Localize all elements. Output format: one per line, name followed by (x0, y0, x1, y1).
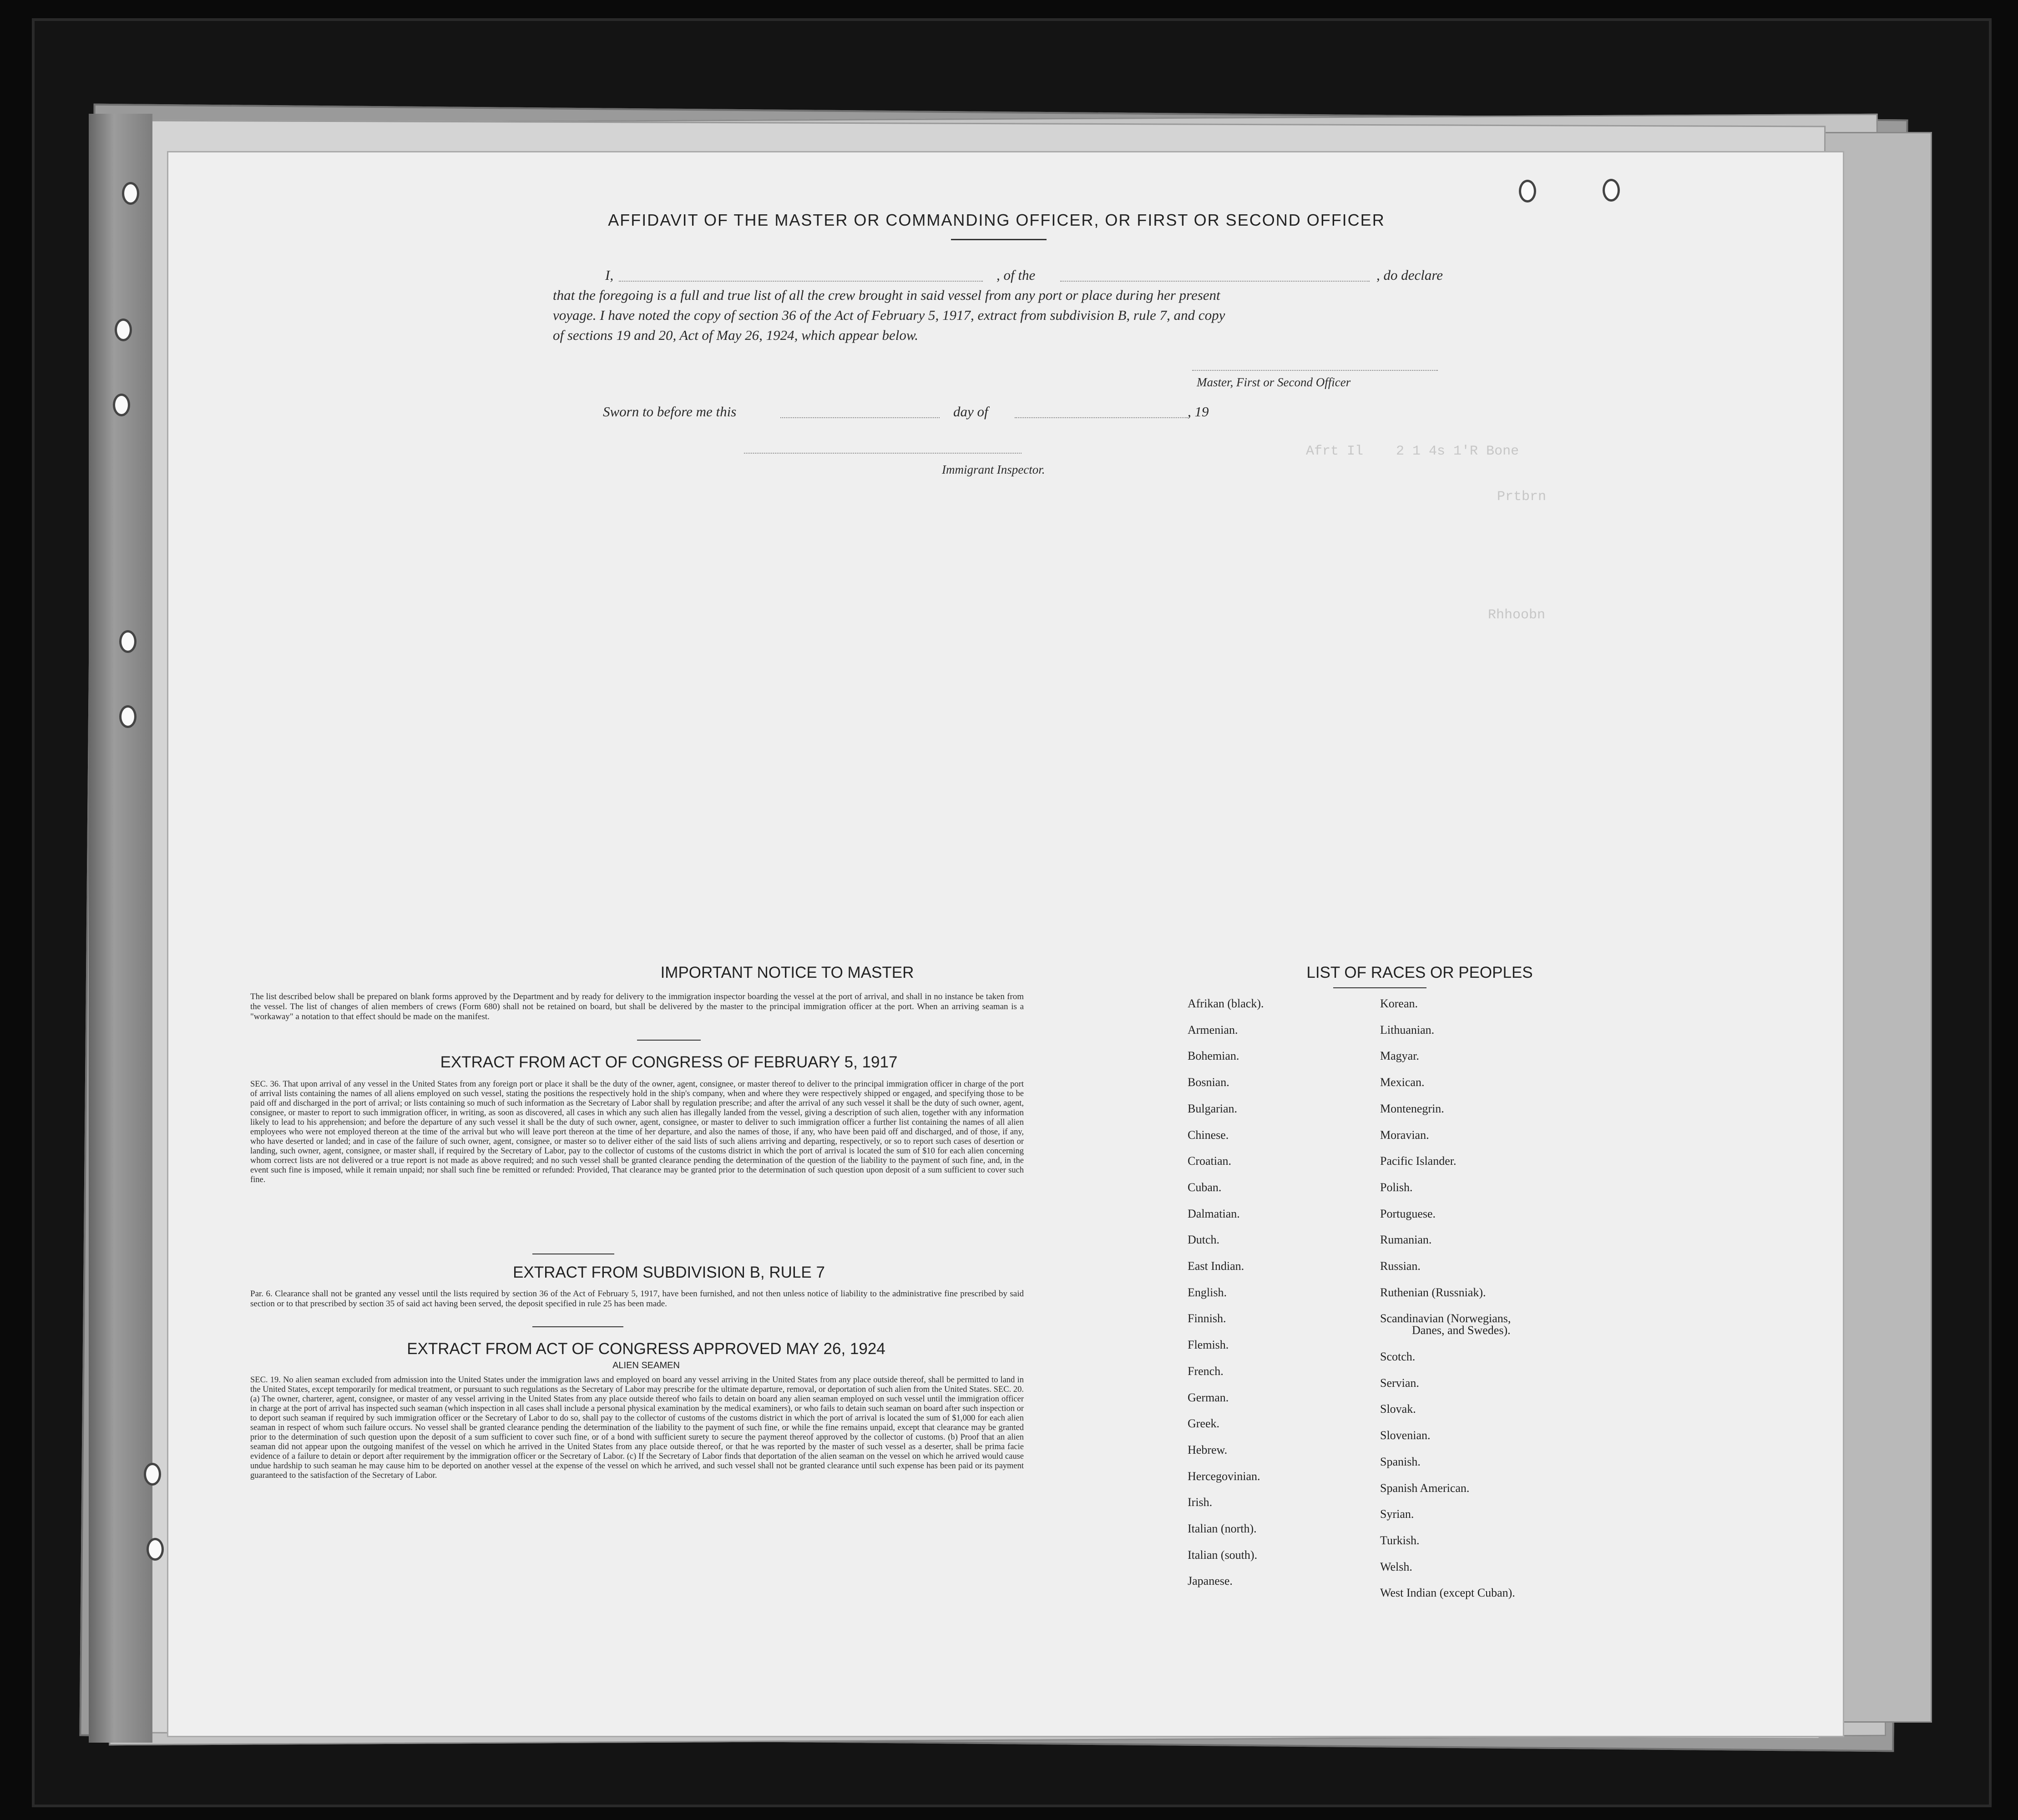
race-item: Servian. (1380, 1376, 1419, 1390)
extract-1924-subtitle: ALIEN SEAMEN (612, 1360, 680, 1370)
extract-1917-body: SEC. 36. That upon arrival of any vessel in the United States from any foreign port or place it shall be the duty of the owner, agent, consignee, or master thereof to deliver to the principal immigration officer in charge of the port of arrival lists containing the names of all aliens employed on such vessel, stating the positions the respectively hold in the ship's company, when and where they were respectively shipped or engaged, and specifying those to be paid off and discharged in the port of arrival; or lists containing so much of such information as the Secretary of Labor shall by regulation prescribe; and after the arrival of any such vessel it shall be the duty of such owner, agent, consignee, or master to report to such immigration officer, in writing, as soon as discovered, all cases in which any such alien has illegally landed from the vessel, giving a description of such alien, together with any information likely to lead to his apprehension; and before the departure of any such vessel it shall be the duty of such owner, agent, consignee, or master to deliver to such immigration officer a further list containing the names of all alien employees who were not employed thereon at the time of the arrival but who will leave port thereon at the time of her departure, and also the names of those, if any, who have been paid off and discharged, and of those, if any, who have deserted or landed; and in case of the failure of such owner, agent, consignee, or master so to deliver either of the said lists of such aliens arriving and departing, respectively, or so to report such cases of desertion or landing, such owner, agent, consignee, or master shall, if required by the Secretary of Labor, pay to the collector of customs of the customs district in which the port of arrival is located the sum of $10 for each alien concerning whom correct lists are not delivered or a true report is not made as above required; and no such vessel shall be granted clearance pending the determination of the question of the liability to the payment of such fine, and, in the event such fine is imposed, while it remain unpaid; nor shall such fine be remitted or refunded: Provided, That clearance may be granted prior to the determination of such question upon deposit of a sum sufficient to cover such fine. (250, 1080, 1024, 1184)
affidavit-title: AFFIDAVIT OF THE MASTER OR COMMANDING OFFICER, OR FIRST OR SECOND OFFICER (608, 211, 1385, 229)
extract-1924-title: EXTRACT FROM ACT OF CONGRESS APPROVED MAY 26, 1924 (407, 1340, 885, 1358)
race-item: Bosnian. (1188, 1076, 1229, 1089)
race-item: Polish. (1380, 1180, 1413, 1194)
race-item: Finnish. (1188, 1312, 1226, 1325)
race-item: Croatian. (1188, 1154, 1232, 1168)
sworn-label: Sworn to before me this (603, 404, 737, 420)
race-item: Hercegovinian. (1188, 1469, 1260, 1483)
race-item: Mexican. (1380, 1076, 1425, 1089)
sworn-month-line[interactable] (1015, 417, 1188, 418)
race-item: Bulgarian. (1188, 1102, 1238, 1115)
race-item: Flemish. (1188, 1338, 1229, 1352)
binding-hole (113, 394, 130, 416)
race-item: Afrikan (black). (1188, 997, 1264, 1010)
race-item: Scotch. (1380, 1350, 1416, 1364)
race-item: Lithuanian. (1380, 1023, 1435, 1036)
races-right-column (1380, 997, 1699, 1643)
master-caption: Master, First or Second Officer (1197, 375, 1351, 389)
do-declare-label: , do declare (1376, 267, 1443, 283)
title-rule (951, 239, 1047, 240)
race-item: Italian (north). (1188, 1522, 1257, 1535)
race-item: Irish. (1188, 1496, 1213, 1509)
master-signature-line[interactable] (1192, 370, 1438, 371)
races-title: LIST OF RACES OR PEOPLES (1306, 964, 1533, 981)
section-rule (637, 1040, 701, 1041)
race-item: Rumanian. (1380, 1233, 1432, 1247)
vessel-name-line[interactable] (1060, 281, 1370, 282)
race-item: East Indian. (1188, 1259, 1244, 1273)
punch-hole (1519, 180, 1536, 202)
race-item: Welsh. (1380, 1560, 1412, 1573)
binding-hole (122, 182, 139, 205)
race-item: Slovenian. (1380, 1429, 1431, 1442)
race-item: Danes, and Swedes). (1412, 1324, 1511, 1337)
race-item: Italian (south). (1188, 1548, 1258, 1562)
bleed-through: Afrt Il 2 1 4s 1'R Bone (1306, 444, 1519, 459)
race-item: Pacific Islander. (1380, 1154, 1457, 1168)
binding-hole (144, 1463, 161, 1486)
binding-hole (119, 630, 137, 653)
race-item: Bohemian. (1188, 1049, 1239, 1063)
race-item: Hebrew. (1188, 1443, 1228, 1456)
extract-rule7-body: Par. 6. Clearance shall not be granted any vessel until the lists required by section 36 of the Act of February 5, 1917, have been furnished, and not then unless notice of liability to the administrative fine prescribed by said section or to that prescribed by section 35 of said act having been served, the deposit specified in rule 25 has been made. (250, 1289, 1024, 1309)
races-title-rule (1333, 987, 1426, 988)
extract-1917-title: EXTRACT FROM ACT OF CONGRESS OF FEBRUARY 5, 1917 (440, 1053, 898, 1071)
race-item: Montenegrin. (1380, 1102, 1444, 1115)
affidavit-line-3: voyage. I have noted the copy of section 36 of the Act of February 5, 1917, extract from subdivision B, rule 7, and copy (553, 307, 1225, 323)
affidavit-line-2: that the foregoing is a full and true list of all the crew brought in said vessel from any port or place during her present (553, 287, 1220, 303)
inspector-caption: Immigrant Inspector. (942, 463, 1045, 476)
bleed-through: Rhhoobn (1488, 607, 1546, 623)
year-label: , 19 (1188, 404, 1209, 420)
binding-edge (89, 114, 152, 1743)
race-item: West Indian (except Cuban). (1380, 1586, 1515, 1600)
race-item: Chinese. (1188, 1128, 1229, 1142)
race-item: Korean. (1380, 997, 1418, 1010)
binding-hole (147, 1538, 164, 1561)
bleed-through: Prtbrn (1497, 489, 1547, 505)
race-item: Portuguese. (1380, 1207, 1436, 1220)
race-item: Armenian. (1188, 1023, 1238, 1036)
extract-rule7-title: EXTRACT FROM SUBDIVISION B, RULE 7 (513, 1264, 825, 1281)
race-item: Ruthenian (Russniak). (1380, 1285, 1486, 1299)
day-of-label: day of (953, 404, 988, 420)
race-item: Turkish. (1380, 1533, 1420, 1547)
race-item: Dalmatian. (1188, 1207, 1240, 1220)
declarant-label: I, (605, 267, 614, 283)
notice-body: The list described below shall be prepared on blank forms approved by the Department and by ready for delivery to the immigration inspector boarding the vessel at the port of arrival, and shall in no instance be taken from the vessel. The list of changes of alien members of crews (Form 680) shall not be retained on board, but shall be delivered by the master to the principal immigration officer at the port. When an arriving seaman is a "workaway" a notation to that effect should be made on the manifest. (250, 992, 1024, 1021)
race-item: Spanish. (1380, 1455, 1421, 1468)
race-item: Syrian. (1380, 1507, 1414, 1521)
race-item: German. (1188, 1390, 1229, 1404)
race-item: Japanese. (1188, 1574, 1233, 1588)
race-item: French. (1188, 1364, 1224, 1378)
of-the-label: , of the (996, 267, 1036, 283)
affidavit-page (168, 152, 1843, 1736)
race-item: Greek. (1188, 1417, 1220, 1431)
notice-title: IMPORTANT NOTICE TO MASTER (660, 964, 914, 981)
declarant-name-line[interactable] (619, 281, 983, 282)
race-item: Dutch. (1188, 1233, 1220, 1247)
race-item: Cuban. (1188, 1180, 1222, 1194)
punch-hole (1603, 179, 1620, 202)
race-item: Slovak. (1380, 1402, 1416, 1416)
race-item: Spanish American. (1380, 1481, 1470, 1495)
affidavit-line-4: of sections 19 and 20, Act of May 26, 1924, which appear below. (553, 327, 919, 343)
inspector-signature-line[interactable] (744, 453, 1022, 454)
race-item: English. (1188, 1285, 1227, 1299)
race-item: Scandinavian (Norwegians, (1380, 1312, 1511, 1325)
race-item: Russian. (1380, 1259, 1421, 1273)
race-item: Moravian. (1380, 1128, 1429, 1142)
section-rule (532, 1326, 623, 1327)
race-item: Magyar. (1380, 1049, 1419, 1063)
binding-hole (115, 318, 132, 341)
extract-1924-body: SEC. 19. No alien seaman excluded from admission into the United States under the immigration laws and employed on board any vessel arriving in the United States from any place outside thereof, shall be permitted to land in the United States, except temporarily for medical treatment, or pursuant to such regulations as the Secretary of Labor may prescribe for the ultimate departure, removal, or deportation of such alien from the United States. SEC. 20. (a) The owner, charterer, agent, consignee, or master of any vessel arriving in the United States from any place outside thereof who fails to detain on board any alien seaman employed on such vessel until the immigration officer in charge at the port of arrival has inspected such seaman (which inspection in all cases shall include a personal physical examination by the medical examiners), or who fails to detain such seaman on board after such inspection or to deport such seaman if required by such immigration officer or the Secretary of Labor to do so, shall pay to the collector of customs of the customs district in which the port of arrival is located the sum of $1,000 for each alien seaman in respect of whom such failure occurs. No vessel shall be granted clearance pending the determination of the liability to the payment of such fine, or while the fine remains unpaid, except that clearance may be granted prior to the determination of such question upon the deposit of a sum sufficient to cover such fine, or of a bond with sufficient surety to secure the payment thereof approved by the collector of customs. (b) Proof that an alien seaman did not appear upon the outgoing manifest of the vessel on which he arrived in the United States from any place outside thereof, or that he was reported by the master of such vessel as a deserter, shall be prima facie evidence of a failure to detain or deport after requirement by the immigration officer or the Secretary of Labor. (c) If the Secretary of Labor finds that deportation of the alien seaman on the vessel on which he arrived would cause undue hardship to such seaman he may cause him to be deported on another vessel at the expense of the vessel on which he arrived, and such vessel shall not be granted clearance until such expense has been paid or its payment guaranteed to the satisfaction of the Secretary of Labor. (250, 1375, 1024, 1480)
binding-hole (119, 705, 137, 728)
sworn-day-line[interactable] (780, 417, 940, 418)
